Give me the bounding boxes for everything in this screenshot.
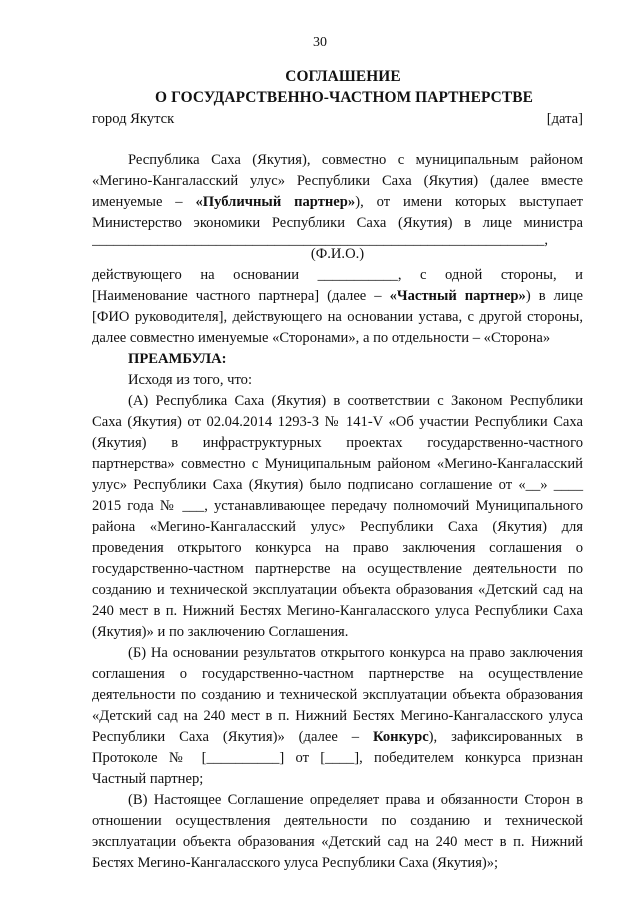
para-b-line-4: «Детский сад на 240 мест в п. Нижний Бестях Мегино-Кангаласского улуса	[92, 708, 583, 724]
intro-line-1: Республика Саха (Якутия), совместно с муниципальным районом	[128, 152, 583, 168]
para-a-line: (Якутия)» и по заключению Соглашения.	[92, 624, 349, 640]
para-b-line-5: Республики Саха (Якутия)» (далее – Конкурс), зафиксированных в	[92, 729, 583, 745]
para-c-line: (В) Настоящее Соглашение определяет права и обязанности Сторон в	[128, 792, 583, 808]
contest-term: Конкурс	[373, 729, 429, 745]
para-b-line-6: Протоколе № [__________] от [____], победителем конкурса признан	[92, 750, 583, 766]
para-a-line: 240 мест в п. Нижний Бестях Мегино-Кангаласского улуса Республики Саха	[92, 603, 583, 619]
para-c-line: эксплуатации объекта образования «Детский сад на 240 мест в п. Нижний	[92, 834, 583, 850]
para-b-line-3: деятельности по созданию и технической эксплуатации объекта образования	[92, 687, 583, 703]
para-a-line: (Якутия) в инфраструктурных проектах государственно-частного	[92, 435, 583, 451]
fio-caption: (Ф.И.О.)	[310, 246, 365, 262]
preamble-heading: ПРЕАМБУЛА:	[128, 351, 227, 367]
para-a-line: проведения открытого конкурса на право заключения соглашения о	[92, 540, 583, 556]
para-a-line: созданию и технической эксплуатации объекта образования «Детский сад на	[92, 582, 583, 598]
city: город Якутск	[92, 111, 175, 127]
para-a-line: Саха (Якутия) от 02.04.2014 1293-З № 141-V «Об участии Республики Саха	[92, 414, 583, 430]
intro-line-3: именуемые – «Публичный партнер»), от имени которых выступает	[92, 194, 583, 210]
para-a-line: (А) Республика Саха (Якутия) в соответствии с Законом Республики	[128, 393, 583, 409]
page-number: 30	[313, 35, 327, 50]
para-a-line: государственно-частном партнерстве на осуществление деятельности по	[92, 561, 583, 577]
city-line	[92, 110, 583, 128]
document-title: СОГЛАШЕНИЕ	[285, 68, 401, 85]
para-a-line: района «Мегино-Кангаласский улус» Республики Саха (Якутия) для	[92, 519, 583, 535]
intro-line-6: действующего на основании ___________, с одной стороны, и	[92, 267, 583, 283]
intro-line-2: «Мегино-Кангаласский улус» Республики Саха (Якутия) (далее вместе	[92, 173, 583, 189]
private-partner-term: «Частный партнер»	[389, 288, 526, 304]
para-a-line: партнерства» совместно с Муниципальным районом «Мегино-Кангаласский	[92, 456, 583, 472]
para-b-line-2: соглашения о государственно-частном партнерстве на осуществление	[92, 666, 583, 682]
intro-line-9: далее совместно именуемые «Сторонами», а по отдельности – «Сторона»	[92, 330, 551, 346]
public-partner-term: «Публичный партнер»	[195, 194, 356, 210]
para-c-line: Бестях Мегино-Кангаласского улуса Республики Саха (Якутия)»;	[92, 855, 499, 871]
date-placeholder: [дата]	[546, 111, 583, 127]
intro-line-5: ______________________________________________________________,	[92, 232, 549, 248]
para-b-line-1: (Б) На основании результатов открытого конкурса на право заключения	[128, 645, 583, 661]
intro-line-4: Министерство экономики Республики Саха (Якутия) в лице министра	[92, 215, 583, 231]
para-a-line: улус» Республики Саха (Якутия) было подписано соглашение от «__» ____	[92, 477, 583, 493]
intro-line-8: [ФИО руководителя], действующего на основании устава, с другой стороны,	[92, 309, 583, 325]
intro-line-7: [Наименование частного партнера] (далее – «Частный партнер») в лице	[92, 288, 583, 304]
para-a-line: 2015 года № ___, устанавливающее передачу полномочий Муниципального	[92, 498, 583, 514]
para-b-line-7: Частный партнер;	[92, 771, 204, 787]
preamble-intro: Исходя из того, что:	[128, 372, 253, 388]
para-c-line: отношении осуществления деятельности по созданию и технической	[92, 813, 583, 829]
document-subtitle: О ГОСУДАРСТВЕННО-ЧАСТНОМ ПАРТНЕРСТВЕ	[155, 89, 533, 106]
